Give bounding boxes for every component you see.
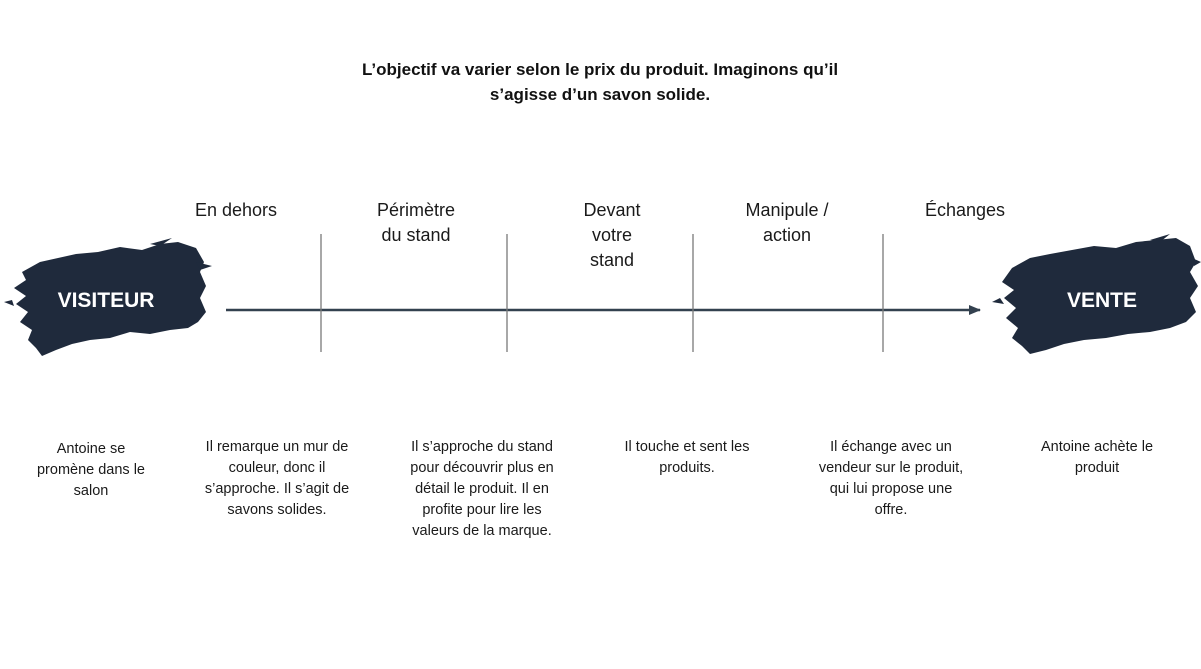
description-line: offre.	[874, 502, 908, 518]
description-line: Il touche et sent les	[624, 439, 750, 455]
stage-label-manipule	[712, 198, 862, 248]
end-label: VENTE	[1066, 289, 1138, 312]
description-vente	[1012, 437, 1182, 479]
description-line: s’approche. Il s’agit de	[204, 481, 350, 497]
description-line: qui lui propose une	[829, 481, 953, 497]
description-line: couleur, donc il	[228, 460, 326, 476]
description-line: produits.	[659, 460, 715, 476]
intro-line-1: L’objectif va varier selon le prix du produit. Imaginons qu’il	[361, 60, 839, 79]
description-line: promène dans le	[36, 462, 145, 478]
description-line: savons solides.	[227, 502, 327, 518]
stage-label-line: stand	[589, 250, 635, 270]
start-label: VISITEUR	[57, 289, 155, 312]
stage-label-devant	[542, 198, 682, 273]
description-line: Antoine se	[56, 441, 126, 457]
stage-label-line: Manipule /	[745, 200, 829, 220]
description-line: Antoine achète le	[1040, 439, 1154, 455]
stage-label-line: Périmètre	[376, 200, 456, 220]
stage-label-echanges	[895, 198, 1035, 223]
stage-label-en-dehors	[166, 198, 306, 223]
description-line: Il remarque un mur de	[205, 439, 349, 455]
stage-label-line: action	[762, 225, 812, 245]
description-line: produit	[1074, 460, 1120, 476]
stage-label-perimetre	[346, 198, 486, 248]
stage-label-line: Devant	[583, 200, 641, 220]
description-line: salon	[73, 483, 109, 499]
stage-label-line: du stand	[381, 225, 451, 245]
end-brush-stroke	[992, 234, 1201, 354]
start-brush-texture-1	[4, 300, 14, 306]
end-brush-texture-1	[992, 298, 1004, 304]
description-line: détail le produit. Il en	[415, 481, 549, 497]
description-visiteur	[16, 439, 166, 502]
stage-label-line: Échanges	[924, 200, 1006, 220]
description-line: Il échange avec un	[830, 439, 952, 455]
description-line: valeurs de la marque.	[412, 523, 552, 539]
description-manipule	[796, 437, 986, 521]
description-line: profite pour lire les	[422, 502, 542, 518]
description-en-dehors	[182, 437, 372, 521]
start-brush-stroke	[4, 238, 212, 356]
stage-label-line: votre	[591, 225, 633, 245]
description-perimetre	[386, 437, 578, 542]
description-line: Il s’approche du stand	[411, 439, 553, 455]
intro-line-2: s’agisse d’un savon solide.	[489, 85, 711, 104]
description-line: vendeur sur le produit,	[818, 460, 964, 476]
stage-label-line: En dehors	[194, 200, 278, 220]
description-devant	[597, 437, 777, 479]
description-line: pour découvrir plus en	[410, 460, 554, 476]
